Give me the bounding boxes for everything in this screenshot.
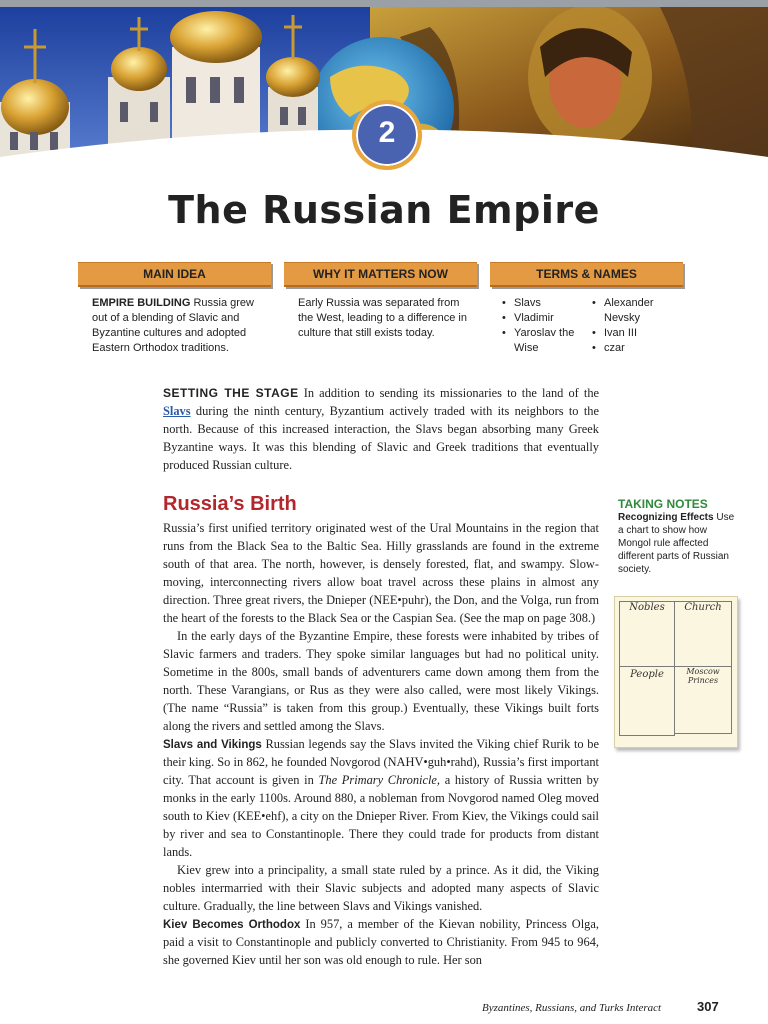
setting-the-stage (163, 384, 599, 474)
stage-lead: In addition to sending its missionaries to the land of the (303, 386, 600, 400)
main-idea-tab: MAIN IDEA (78, 262, 271, 287)
term-item: • czar (590, 341, 680, 356)
taking-notes (618, 497, 738, 576)
paragraph (163, 915, 599, 969)
why-it-matters-text: Early Russia was separated from the West, leading to a difference in culture that still exists today. (298, 297, 467, 339)
term-item: • Alexander Nevsky (590, 296, 680, 326)
chart-cell (674, 601, 732, 667)
paragraph: In the early days of the Byzantine Empire, these forests were inhabited by tribes of Slavic farmers and traders. They spoke similar languages but had no political unity. Sometime in the 800s, small bands of adventurers came down among them from the north. These Varangians, or Rus as they were also called, were most likely Vikings. (The name “Russia” is taken from this group.) Eventually, these Vikings built forts along the rivers and settled among the Slavs. (163, 629, 599, 733)
page-number: 307 (697, 999, 719, 1014)
stage-text: during the ninth century, Byzantium actively traded with its neighbors to the north. Because of this increased interaction, the Slavs began absorbing many Greek Byzantine ways. It was this blending of Slavic and Greek traditions that eventually produced Russian culture. (163, 404, 599, 472)
chart-cell (674, 666, 732, 734)
main-idea-head: EMPIRE BUILDING (92, 297, 191, 309)
term-item: • Slavs (500, 296, 586, 311)
chapter-title: The Russian Empire (168, 188, 600, 232)
notes-body: Use a chart to show how Mongol rule affected different parts of Russian society. (618, 512, 735, 575)
paragraph: Russia’s first unified territory originated west of the Ural Mountains in the region that runs from the Black Sea to the Baltic Sea. Hilly grasslands are found in the extreme south of that area. The north, however, is densely forested, flat, and swampy. Slow-moving, interconnecting rivers allow boat travel across these plains in almost any direction. Three great rivers, the Dnieper (NEE•puhr), the Don, and the Volga, run from the heart of the forests to the Black Sea or the Caspian Sea. (See the map on page 308.) (163, 521, 599, 625)
paragraph-text: Russian legends say the Slavs invited the Viking chief Rurik to be their king. So in 862, he founded Novgorod (NAHV•guh•rahd), Russia’s first important city. That account is given in (163, 737, 599, 787)
term-item: • Yaroslav the Wise (500, 326, 586, 356)
term-item: • Vladimir (500, 311, 586, 326)
section-heading: Russia’s Birth (163, 493, 297, 515)
paragraph: Kiev grew into a principality, a small state ruled by a prince. As it did, the Viking nobles intermarried with their Slavic subjects and adopted many aspects of Slavic culture. Gradually, the line between Slavs and Vikings vanished. (163, 863, 599, 913)
subheading-kiev-orthodox: Kiev Becomes Orthodox (163, 919, 301, 931)
paragraph (163, 735, 599, 861)
notes-skill: Recognizing Effects (618, 512, 714, 523)
taking-notes-text (618, 511, 738, 576)
terms-list-1 (500, 296, 586, 356)
main-idea-body: Russia grew out of a blending of Slavic and Byzantine cultures and adopted Eastern Orthodox traditions. (92, 297, 254, 354)
book-title: The Primary Chronicle, (318, 773, 440, 787)
chart-label: People (630, 669, 664, 680)
chart-cell (619, 601, 675, 667)
section-body (163, 519, 599, 969)
terms-list-2 (590, 296, 680, 356)
subheading-slavs-vikings: Slavs and Vikings (163, 739, 262, 751)
chart-label: Church (684, 602, 722, 613)
main-idea-text (92, 296, 272, 356)
chapter-number-badge: 2 (352, 100, 422, 170)
paragraph-text: a history of Russia written by monks in the early 1100s. Around 880, a nobleman from Novgorod named Oleg moved south to Kiev (KEE•ehf), a city on the Dnieper River. From Kiev, the Vikings could sail by river and sea to Constantinople. There they could trade for products from distant lands. (163, 773, 599, 859)
terms-names-tab: TERMS & NAMES (490, 262, 683, 287)
chart-label: Nobles (629, 602, 665, 613)
why-it-matters-tab: WHY IT MATTERS NOW (284, 262, 477, 287)
notes-chart (614, 596, 738, 748)
top-border (0, 0, 768, 7)
term-item: • Ivan III (590, 326, 680, 341)
taking-notes-heading: TAKING NOTES (618, 497, 708, 511)
chart-cell (619, 666, 675, 736)
running-footer: Byzantines, Russians, and Turks Interact (482, 1002, 662, 1014)
keyword-slavs[interactable]: Slavs (163, 404, 191, 418)
chart-label: Moscow Princes (686, 667, 720, 685)
stage-heading: SETTING THE STAGE (163, 386, 299, 400)
paragraph-text: In 957, a member of the Kievan nobility, Princess Olga, paid a visit to Constantinople and publicly converted to Christianity. From 945 to 964, she governed Kiev until her son was old enough to rule. Her son (163, 917, 599, 967)
